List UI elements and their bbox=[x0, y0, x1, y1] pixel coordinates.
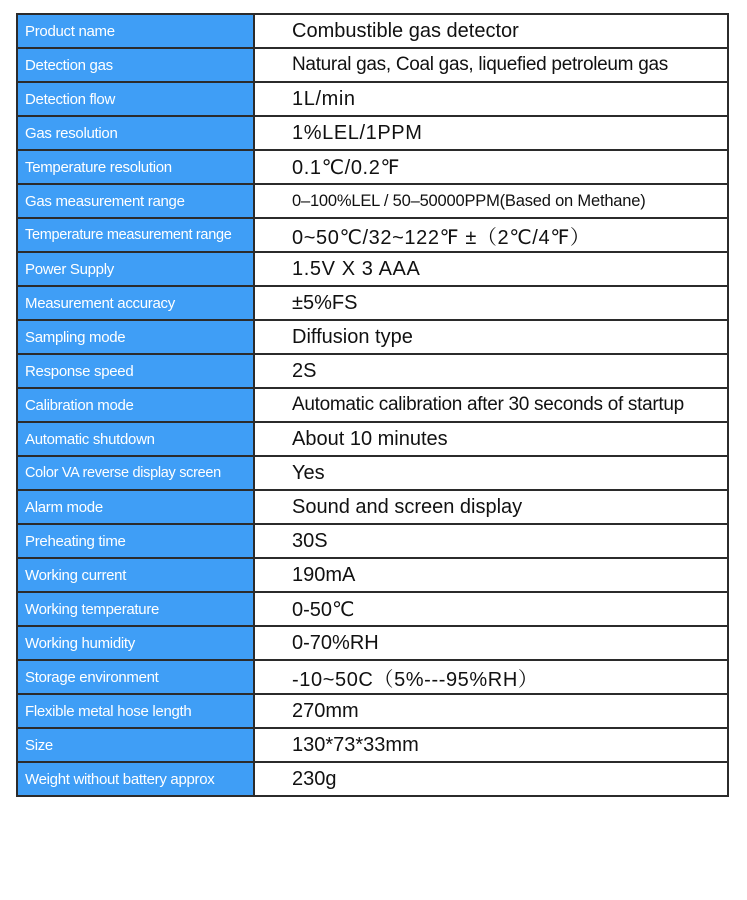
spec-value-flexible-metal-hose-length: 270mm bbox=[254, 694, 728, 728]
table-row bbox=[17, 762, 728, 796]
spec-value-sampling-mode: Diffusion type bbox=[254, 320, 728, 354]
spec-value-calibration-mode: Automatic calibration after 30 seconds of startup bbox=[254, 388, 728, 422]
spec-value-power-supply: 1.5V X 3 AAA bbox=[254, 252, 728, 286]
table-row bbox=[17, 388, 728, 422]
spec-label-color-va-reverse-display-screen: Color VA reverse display screen bbox=[17, 456, 254, 490]
table-row bbox=[17, 728, 728, 762]
spec-value-working-humidity: 0-70%RH bbox=[254, 626, 728, 660]
spec-label-automatic-shutdown: Automatic shutdown bbox=[17, 422, 254, 456]
table-row bbox=[17, 218, 728, 252]
spec-label-response-speed: Response speed bbox=[17, 354, 254, 388]
spec-table bbox=[16, 13, 729, 797]
spec-value-detection-gas: Natural gas, Coal gas, liquefied petroleum gas bbox=[254, 48, 728, 82]
spec-value-product-name: Combustible gas detector bbox=[254, 14, 728, 48]
spec-value-measurement-accuracy: ±5%FS bbox=[254, 286, 728, 320]
spec-value-size: 130*73*33mm bbox=[254, 728, 728, 762]
table-row bbox=[17, 184, 728, 218]
spec-value-weight-without-battery: 230g bbox=[254, 762, 728, 796]
spec-label-working-humidity: Working humidity bbox=[17, 626, 254, 660]
spec-value-storage-environment: -10~50C（5%---95%RH） bbox=[254, 660, 728, 694]
table-row bbox=[17, 422, 728, 456]
table-row bbox=[17, 320, 728, 354]
table-row bbox=[17, 626, 728, 660]
spec-value-temperature-resolution: 0.1℃/0.2℉ bbox=[254, 150, 728, 184]
table-row bbox=[17, 694, 728, 728]
spec-value-detection-flow: 1L/min bbox=[254, 82, 728, 116]
spec-value-preheating-time: 30S bbox=[254, 524, 728, 558]
spec-label-weight-without-battery: Weight without battery approx bbox=[17, 762, 254, 796]
table-row bbox=[17, 286, 728, 320]
table-row bbox=[17, 48, 728, 82]
spec-label-size: Size bbox=[17, 728, 254, 762]
table-row bbox=[17, 456, 728, 490]
table-row bbox=[17, 354, 728, 388]
spec-value-color-va-reverse-display-screen: Yes bbox=[254, 456, 728, 490]
spec-label-flexible-metal-hose-length: Flexible metal hose length bbox=[17, 694, 254, 728]
spec-value-alarm-mode: Sound and screen display bbox=[254, 490, 728, 524]
spec-label-working-current: Working current bbox=[17, 558, 254, 592]
spec-value-response-speed: 2S bbox=[254, 354, 728, 388]
spec-label-calibration-mode: Calibration mode bbox=[17, 388, 254, 422]
table-row bbox=[17, 524, 728, 558]
spec-label-gas-resolution: Gas resolution bbox=[17, 116, 254, 150]
spec-label-detection-flow: Detection flow bbox=[17, 82, 254, 116]
table-row bbox=[17, 252, 728, 286]
spec-label-power-supply: Power Supply bbox=[17, 252, 254, 286]
spec-label-temperature-measurement-range: Temperature measurement range bbox=[17, 218, 254, 252]
spec-value-gas-resolution: 1%LEL/1PPM bbox=[254, 116, 728, 150]
table-row bbox=[17, 660, 728, 694]
table-row bbox=[17, 116, 728, 150]
table-row bbox=[17, 14, 728, 48]
spec-label-gas-measurement-range: Gas measurement range bbox=[17, 184, 254, 218]
spec-label-temperature-resolution: Temperature resolution bbox=[17, 150, 254, 184]
table-row bbox=[17, 82, 728, 116]
spec-value-temperature-measurement-range: 0~50℃/32~122℉ ±（2℃/4℉） bbox=[254, 218, 728, 252]
spec-label-working-temperature: Working temperature bbox=[17, 592, 254, 626]
spec-label-preheating-time: Preheating time bbox=[17, 524, 254, 558]
spec-label-measurement-accuracy: Measurement accuracy bbox=[17, 286, 254, 320]
spec-label-product-name: Product name bbox=[17, 14, 254, 48]
table-row bbox=[17, 490, 728, 524]
spec-value-automatic-shutdown: About 10 minutes bbox=[254, 422, 728, 456]
spec-value-working-temperature: 0-50℃ bbox=[254, 592, 728, 626]
table-row bbox=[17, 150, 728, 184]
table-row bbox=[17, 558, 728, 592]
spec-value-gas-measurement-range: 0–100%LEL / 50–50000PPM(Based on Methane) bbox=[254, 184, 728, 218]
spec-label-alarm-mode: Alarm mode bbox=[17, 490, 254, 524]
spec-label-sampling-mode: Sampling mode bbox=[17, 320, 254, 354]
spec-value-working-current: 190mA bbox=[254, 558, 728, 592]
table-row bbox=[17, 592, 728, 626]
spec-label-storage-environment: Storage environment bbox=[17, 660, 254, 694]
spec-label-detection-gas: Detection gas bbox=[17, 48, 254, 82]
